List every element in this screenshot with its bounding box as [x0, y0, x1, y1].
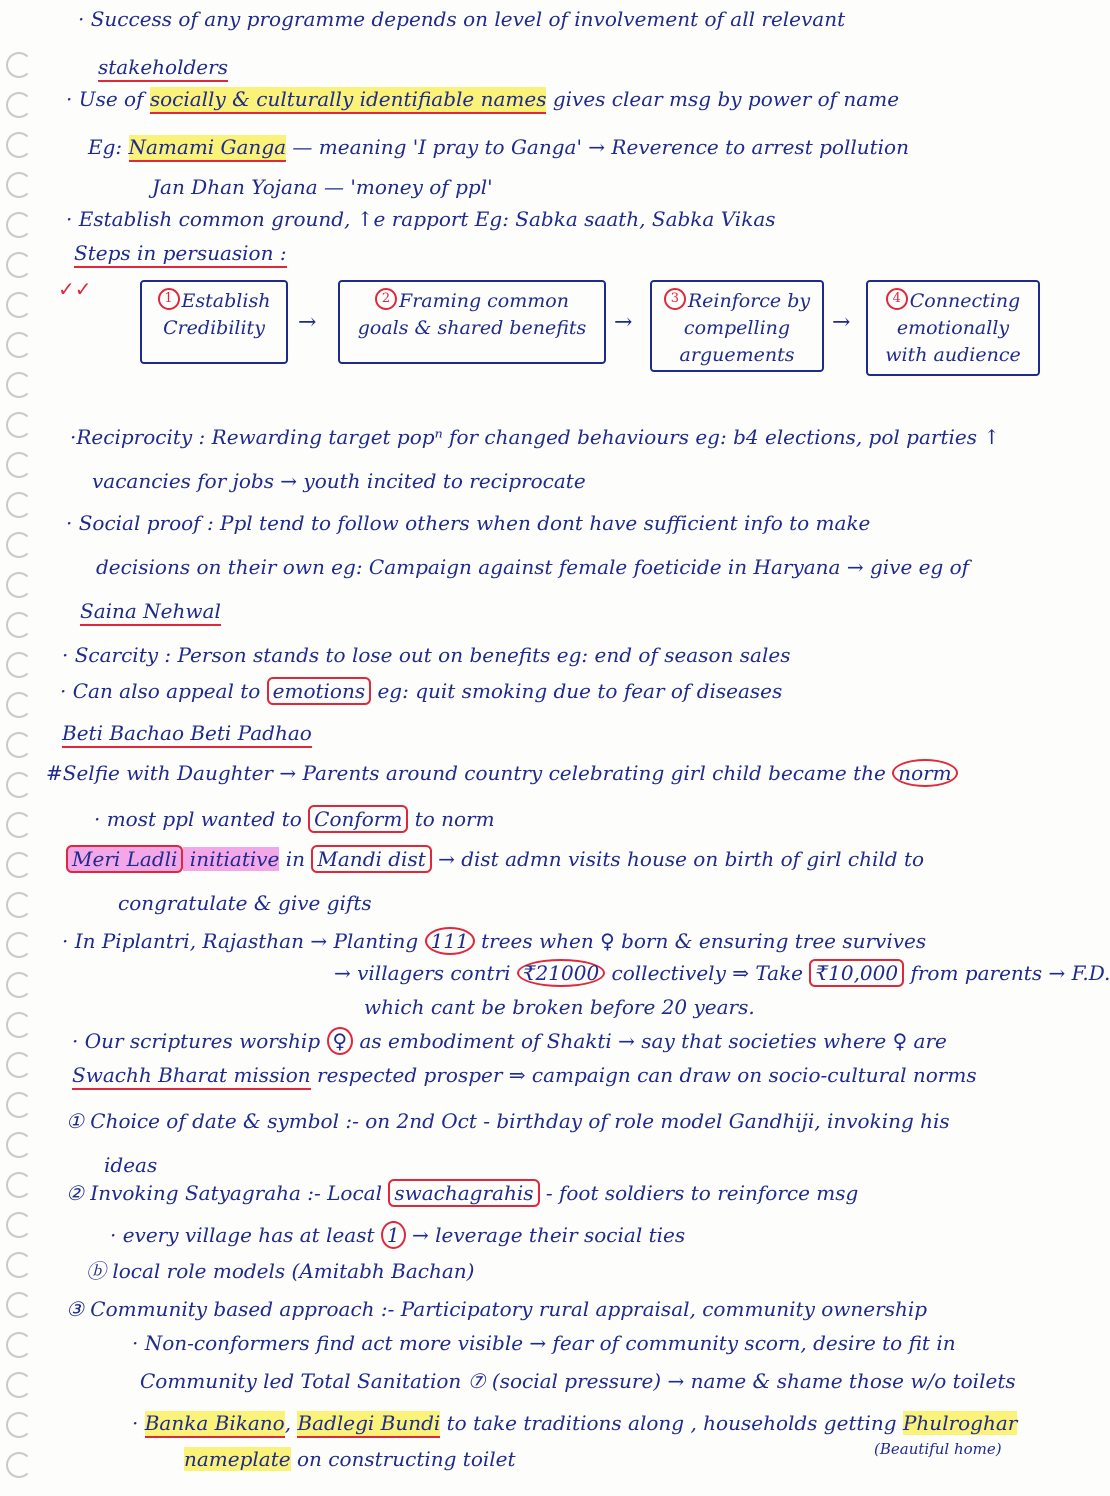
spiral-ring	[6, 852, 32, 878]
step-text: Connecting emotionally with audience	[885, 290, 1021, 366]
note-text: · Use of	[66, 87, 150, 111]
spiral-ring	[6, 172, 32, 198]
note-text: which cant be broken before 20 years.	[364, 995, 755, 1019]
boxed-text: Mandi dist	[311, 845, 431, 873]
spiral-ring	[6, 132, 32, 158]
note-line	[96, 554, 969, 580]
note-text: ideas	[104, 1153, 158, 1177]
spiral-ring	[6, 52, 32, 78]
note-text: respected prosper ⇒ campaign can draw on socio-cultural norms	[310, 1063, 977, 1087]
note-text: in	[279, 847, 312, 871]
spiral-ring	[6, 1132, 32, 1158]
spiral-ring	[6, 572, 32, 598]
note-text: stakeholders	[98, 55, 228, 82]
boxed-text: Conform	[308, 805, 408, 833]
step-box	[338, 280, 606, 364]
spiral-ring	[6, 892, 32, 918]
note-text: → leverage their social ties	[405, 1223, 686, 1247]
note-text: — meaning 'I pray to Ganga' → Reverence to arrest pollution	[286, 135, 909, 159]
note-text: ,	[284, 1411, 298, 1435]
spiral-binding	[0, 0, 40, 1496]
spiral-ring	[6, 732, 32, 758]
note-line	[88, 134, 909, 160]
arrow-icon: →	[832, 310, 851, 335]
circled-text: ₹21000	[517, 959, 605, 987]
spiral-ring	[6, 332, 32, 358]
note-line	[66, 206, 776, 232]
highlight-text: Badlegi Bundi	[297, 1411, 440, 1438]
note-line	[118, 890, 372, 916]
note-text: #Selfie with Daughter → Parents around country celebrating girl child became the	[46, 761, 893, 785]
note-line	[874, 1440, 1002, 1458]
highlight-text: initiative	[183, 847, 280, 871]
note-line	[66, 1108, 950, 1134]
note-line	[70, 424, 1000, 450]
note-text: congratulate & give gifts	[118, 891, 372, 915]
note-text: on constructing toilet	[290, 1447, 516, 1471]
spiral-ring	[6, 492, 32, 518]
note-line	[62, 642, 790, 668]
note-line	[66, 1296, 927, 1322]
note-text: trees when ♀ born & ensuring tree survives	[474, 929, 927, 953]
step-number: 3	[664, 288, 686, 310]
highlight-text: Phulroghar	[902, 1411, 1018, 1435]
note-line	[184, 1446, 516, 1472]
note-text: · Our scriptures worship	[72, 1029, 327, 1053]
spiral-ring	[6, 772, 32, 798]
circled-text: norm	[892, 759, 957, 787]
note-line	[334, 960, 1110, 986]
note-line	[92, 468, 586, 494]
spiral-ring	[6, 812, 32, 838]
spiral-ring	[6, 1092, 32, 1118]
highlight-text: socially & culturally identifiable names	[150, 87, 547, 114]
arrow-icon: →	[298, 310, 317, 335]
spiral-ring	[6, 612, 32, 638]
note-text: ① Choice of date & symbol :- on 2nd Oct - birthday of role model Gandhiji, invoking his	[66, 1109, 950, 1133]
note-text: Eg:	[88, 135, 129, 159]
spiral-ring	[6, 212, 32, 238]
spiral-ring	[6, 1252, 32, 1278]
note-text: gives clear msg by power of name	[546, 87, 900, 111]
spiral-ring	[6, 412, 32, 438]
boxed-text: ₹10,000	[809, 959, 904, 987]
note-line	[152, 174, 493, 200]
step-number: 2	[375, 288, 397, 310]
circled-text: 1	[381, 1221, 406, 1249]
check-mark	[58, 276, 92, 302]
note-line	[78, 6, 845, 32]
note-text: - foot soldiers to reinforce msg	[539, 1181, 859, 1205]
note-line	[132, 1410, 1017, 1436]
note-text: · In Piplantri, Rajasthan → Planting	[62, 929, 425, 953]
note-text: · Success of any programme depends on level of involvement of all relevant	[78, 7, 846, 31]
note-text: ② Invoking Satyagraha :- Local	[66, 1181, 389, 1205]
check-icon: ✓✓	[58, 277, 92, 301]
step-box	[866, 280, 1040, 376]
note-text: (Beautiful home)	[874, 1440, 1002, 1458]
spiral-ring	[6, 532, 32, 558]
note-text: → villagers contri	[334, 961, 517, 985]
note-text: Community led Total Sanitation ⑦ (social pressure) → name & shame those w/o toilets	[140, 1369, 1016, 1393]
boxed-text: Meri Ladli	[66, 845, 183, 873]
note-line	[364, 994, 755, 1020]
note-line	[46, 760, 958, 786]
step-text: Framing common goals & shared benefits	[357, 290, 587, 339]
spiral-ring	[6, 692, 32, 718]
note-text: · Scarcity : Person stands to lose out on benefits eg: end of season sales	[62, 643, 791, 667]
highlight-text: Banka Bikano	[145, 1411, 285, 1438]
note-line	[74, 240, 287, 266]
step-box	[650, 280, 824, 372]
note-text: ⓑ local role models (Amitabh Bachan)	[86, 1259, 475, 1283]
note-text: to take traditions along , households getting	[440, 1411, 903, 1435]
spiral-ring	[6, 652, 32, 678]
note-text: → dist admn visits house on birth of girl child to	[431, 847, 925, 871]
note-line	[140, 1368, 1016, 1394]
section-heading: Swachh Bharat mission	[72, 1063, 311, 1090]
note-text: as embodiment of Shakti → say that societies where ♀ are	[353, 1029, 947, 1053]
note-line	[62, 928, 926, 954]
spiral-ring	[6, 1412, 32, 1438]
highlight-text: nameplate	[184, 1447, 291, 1471]
note-line	[60, 678, 782, 704]
note-text: · Can also appeal to	[60, 679, 267, 703]
step-number: 1	[158, 288, 180, 310]
note-line	[62, 720, 312, 746]
persuasion-steps-flow	[140, 280, 1040, 380]
arrow-icon: →	[614, 310, 633, 335]
note-line	[94, 806, 495, 832]
spiral-ring	[6, 372, 32, 398]
note-text: · Non-conformers find act more visible → fear of community scorn, desire to fit in	[132, 1331, 956, 1355]
spiral-ring	[6, 1372, 32, 1398]
boxed-text: emotions	[267, 677, 371, 705]
step-text: Establish Credibility	[163, 290, 271, 339]
spiral-ring	[6, 92, 32, 118]
circled-text: 111	[425, 927, 475, 955]
note-line	[98, 54, 228, 80]
note-text: eg: quit smoking due to fear of diseases	[371, 679, 783, 703]
note-line	[80, 598, 221, 624]
note-line	[86, 1258, 474, 1284]
note-text: Jan Dhan Yojana — 'money of ppl'	[152, 175, 493, 199]
highlight-text: Namami Ganga	[129, 135, 287, 162]
spiral-ring	[6, 972, 32, 998]
spiral-ring	[6, 1332, 32, 1358]
note-line	[72, 1062, 977, 1088]
note-text: to norm	[408, 807, 495, 831]
note-line	[66, 510, 870, 536]
note-text: decisions on their own eg: Campaign against female foeticide in Haryana → give eg of	[96, 555, 970, 579]
note-text: Saina Nehwal	[80, 599, 221, 626]
note-line	[110, 1222, 685, 1248]
note-text: collectively ⇒ Take	[605, 961, 810, 985]
boxed-text: swachagrahis	[388, 1179, 539, 1207]
note-text: · Establish common ground, ↑e rapport Eg: Sabka saath, Sabka Vikas	[66, 207, 776, 231]
spiral-ring	[6, 1172, 32, 1198]
step-box	[140, 280, 288, 364]
spiral-ring	[6, 1292, 32, 1318]
note-line	[66, 1180, 858, 1206]
note-line	[72, 1028, 947, 1054]
note-line	[132, 1330, 956, 1356]
note-line	[66, 86, 899, 112]
note-text: from parents → F.D.	[904, 961, 1110, 985]
spiral-ring	[6, 1012, 32, 1038]
spiral-ring	[6, 452, 32, 478]
note-text: · most ppl wanted to	[94, 807, 309, 831]
note-text: ·Reciprocity : Rewarding target popⁿ for changed behaviours eg: b4 elections, pol parties ↑	[70, 425, 1001, 449]
spiral-ring	[6, 252, 32, 278]
note-text: ③ Community based approach :- Participatory rural appraisal, community ownership	[66, 1297, 928, 1321]
step-text: Reinforce by compelling arguements	[679, 290, 811, 366]
spiral-ring	[6, 1212, 32, 1238]
spiral-ring	[6, 1452, 32, 1478]
note-line	[104, 1152, 157, 1178]
note-text: · Social proof : Ppl tend to follow others when dont have sufficient info to make	[66, 511, 871, 535]
section-heading: Steps in persuasion :	[74, 241, 287, 268]
note-line	[66, 846, 924, 872]
note-text: · every village has at least	[110, 1223, 381, 1247]
spiral-ring	[6, 1052, 32, 1078]
step-number: 4	[886, 288, 908, 310]
section-heading: Beti Bachao Beti Padhao	[62, 721, 312, 748]
note-text: ·	[132, 1411, 145, 1435]
spiral-ring	[6, 292, 32, 318]
circled-text: ♀	[327, 1027, 354, 1055]
note-text: vacancies for jobs → youth incited to reciprocate	[92, 469, 586, 493]
spiral-ring	[6, 932, 32, 958]
